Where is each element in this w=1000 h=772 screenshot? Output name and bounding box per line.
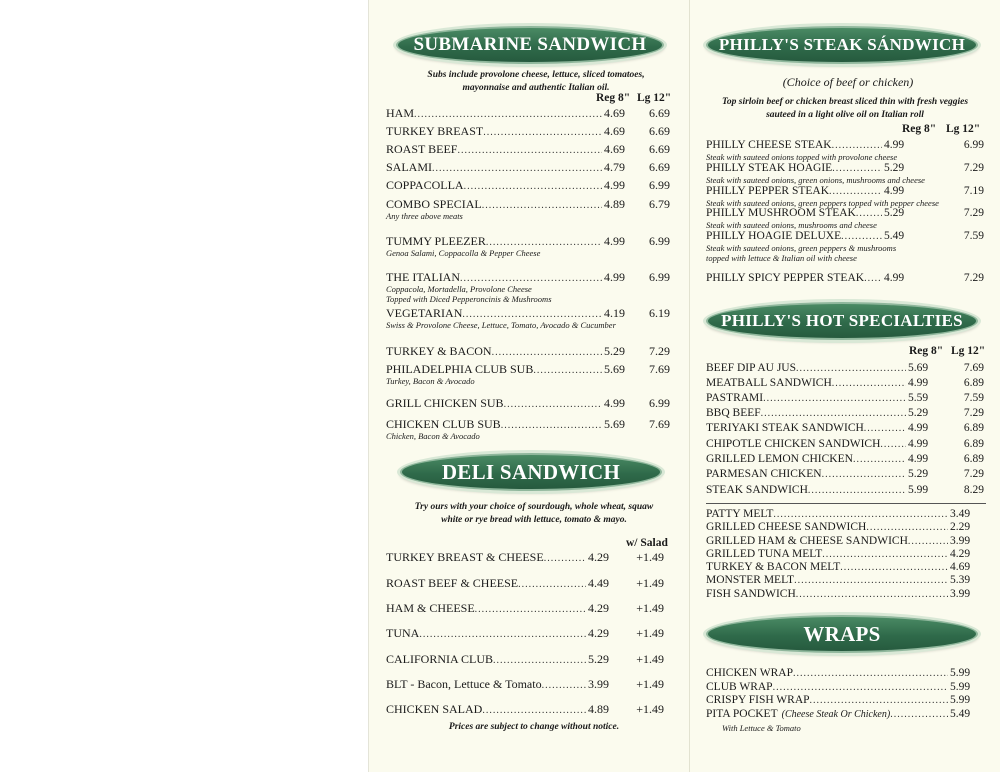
menu-item-description: topped with lettuce & Italian oil with cheese — [706, 253, 857, 263]
menu-item-price-reg: 5.69 — [604, 417, 625, 431]
menu-item-description: Steak with sauteed onions, green onions, mushrooms and cheese — [706, 175, 925, 185]
menu-item-price-price: 4.49 — [588, 576, 609, 590]
menu-item-price-price: 4.29 — [588, 550, 609, 564]
leader-dots — [822, 469, 906, 480]
menu-item-description: Steak with sauteed onions, green peppers & mushrooms — [706, 243, 897, 253]
menu-item-price-price: 4.89 — [588, 702, 609, 716]
philly-banner — [706, 26, 978, 64]
leader-dots — [832, 140, 882, 151]
menu-item-price-salad: +1.49 — [636, 702, 664, 716]
menu-item — [706, 708, 978, 724]
menu-item-price-lg: 7.19 — [963, 185, 984, 197]
menu-item-price-lg: 7.59 — [963, 392, 984, 404]
menu-item-name: CLUB WRAP — [706, 681, 773, 693]
menu-item-name: FISH SANDWICH — [706, 588, 796, 600]
menu-item-price-price: 5.29 — [588, 652, 609, 666]
menu-item-price-reg: 5.29 — [884, 207, 905, 219]
menu-item-price-lg: 6.89 — [963, 438, 984, 450]
philly-reg-header: Reg 8" — [902, 123, 937, 135]
menu-item — [386, 160, 670, 176]
menu-item-price-lg: 7.59 — [963, 230, 984, 242]
menu-item-name: CRISPY FISH WRAP — [706, 694, 810, 706]
menu-item — [706, 377, 984, 393]
submarine-title: SUBMARINE SANDWICH — [413, 34, 647, 55]
menu-item-name: TURKEY & BACON MELT — [706, 561, 841, 573]
wraps-title: WRAPS — [803, 621, 881, 646]
menu-item-name: PHILLY SPICY PEPPER STEAK — [706, 272, 865, 284]
menu-item-description: Topped with Diced Pepperoncinis & Mushrooms — [386, 294, 552, 304]
philly-note — [706, 96, 984, 122]
leader-dots — [796, 363, 906, 374]
wraps-footer: With Lettuce & Tomato — [722, 723, 801, 733]
menu-item-price-lg: 6.79 — [649, 197, 670, 211]
leader-dots — [908, 536, 948, 547]
leader-dots — [864, 423, 906, 434]
menu-item — [386, 106, 670, 122]
menu-item-name: MEATBALL SANDWICH — [706, 377, 832, 389]
menu-item-name: PITA POCKET — [706, 708, 778, 720]
menu-item — [386, 124, 670, 140]
menu-item-description: Swiss & Provolone Cheese, Lettuce, Tomato, Avocado & Cucumber — [386, 320, 616, 330]
menu-item-name: PHILADELPHIA CLUB SUB — [386, 362, 534, 376]
leader-dots — [890, 709, 948, 720]
menu-item-name: PHILLY PEPPER STEAK — [706, 185, 830, 197]
menu-item-price-lg: 7.29 — [963, 468, 984, 480]
menu-item-price-lg: 6.69 — [649, 142, 670, 156]
menu-item-name: TURKEY BREAST & CHEESE — [386, 550, 544, 564]
menu-item-name: CHICKEN CLUB SUB — [386, 417, 501, 431]
menu-item-name: GRILLED TUNA MELT — [706, 548, 823, 560]
leader-dots — [832, 378, 906, 389]
hot-divider — [706, 503, 986, 504]
leader-dots — [796, 589, 948, 600]
leader-dots — [542, 680, 586, 691]
philly-note-line2: sauteed in a light olive oil on Italian roll — [766, 110, 924, 120]
menu-item-price-lg: 7.69 — [649, 362, 670, 376]
menu-item-price-reg: 4.89 — [604, 197, 625, 211]
leader-dots — [832, 163, 882, 174]
deli-footer: Prices are subject to change without notice. — [448, 722, 620, 732]
menu-item-name: PASTRAMI — [706, 392, 764, 404]
menu-item-name: PHILLY HOAGIE DELUXE — [706, 230, 842, 242]
menu-item-name: PARMESAN CHICKEN — [706, 468, 822, 480]
menu-item-description: Chicken, Bacon & Avocado — [386, 431, 480, 441]
menu-item-price-reg: 4.69 — [604, 124, 625, 138]
menu-item-name: BEEF DIP AU JUS — [706, 362, 796, 374]
menu-item — [706, 362, 984, 378]
leader-dots — [840, 562, 948, 573]
leader-dots — [486, 237, 602, 248]
hot-reg-header: Reg 8" — [909, 345, 944, 357]
menu-item-extra: (Cheese Steak Or Chicken) — [781, 709, 891, 720]
menu-item-price-reg: 4.99 — [604, 178, 625, 192]
leader-dots — [853, 454, 906, 465]
menu-item-price-price: 5.99 — [950, 694, 971, 706]
leader-dots — [432, 163, 602, 174]
menu-item-price-lg: 6.99 — [649, 178, 670, 192]
menu-item-name: PHILLY CHEESE STEAK — [706, 139, 832, 151]
submarine-banner — [396, 26, 664, 64]
menu-item-price-lg: 6.99 — [649, 234, 670, 248]
menu-item-name: TURKEY BREAST — [386, 124, 484, 138]
leader-dots — [544, 553, 586, 564]
leader-dots — [880, 439, 906, 450]
menu-item-price-price: 3.99 — [950, 588, 971, 600]
menu-item-price-reg: 4.79 — [604, 160, 625, 174]
menu-item-price-lg: 6.69 — [649, 124, 670, 138]
leader-dots — [482, 200, 602, 211]
menu-item-name: COPPACOLLA — [386, 178, 464, 192]
menu-item-name: CHICKEN SALAD — [386, 702, 483, 716]
leader-dots — [460, 273, 602, 284]
menu-item-price-lg: 7.29 — [963, 407, 984, 419]
menu-item — [386, 576, 664, 592]
menu-item-description: Any three above meats — [386, 211, 463, 221]
menu-item — [706, 588, 978, 604]
menu-item-price-lg: 7.29 — [649, 344, 670, 358]
menu-item — [386, 626, 664, 642]
menu-item-price-reg: 4.99 — [604, 396, 625, 410]
menu-item-name: GRILL CHICKEN SUB — [386, 396, 504, 410]
menu-item-price-lg: 7.29 — [963, 272, 984, 284]
menu-item — [706, 407, 984, 423]
menu-item — [706, 438, 984, 454]
menu-item-price-price: 3.99 — [588, 677, 609, 691]
menu-item-price-reg: 5.49 — [884, 230, 905, 242]
menu-item-price-price: 3.99 — [950, 535, 971, 547]
menu-item — [386, 702, 664, 718]
menu-item-name: THE ITALIAN — [386, 270, 461, 284]
submarine-note-line2: mayonnaise and authentic Italian oil. — [462, 83, 610, 93]
menu-item-price-price: 5.39 — [950, 574, 971, 586]
deli-banner — [400, 453, 662, 491]
menu-item-name: ROAST BEEF & CHEESE — [386, 576, 519, 590]
leader-dots — [462, 309, 602, 320]
menu-item — [706, 453, 984, 469]
menu-item-price-reg: 4.99 — [604, 234, 625, 248]
menu-item-price-price: 5.99 — [950, 681, 971, 693]
menu-item-price-price: 4.29 — [588, 626, 609, 640]
leader-dots — [822, 549, 948, 560]
menu-item-price-reg: 5.29 — [604, 344, 625, 358]
submarine-note-line1: Subs include provolone cheese, lettuce, sliced tomatoes, — [427, 70, 645, 80]
menu-item-price-reg: 5.29 — [884, 162, 905, 174]
leader-dots — [464, 181, 602, 192]
leader-dots — [483, 127, 602, 138]
leader-dots — [533, 365, 602, 376]
philly-lg-header: Lg 12" — [946, 123, 981, 135]
menu-item-description: Turkey, Bacon & Avocado — [386, 376, 475, 386]
menu-item-name: GRILLED CHEESE SANDWICH — [706, 521, 867, 533]
leader-dots — [501, 420, 602, 431]
menu-item-price-lg: 8.29 — [963, 484, 984, 496]
deli-note-line1: Try ours with your choice of sourdough, whole wheat, squaw — [414, 502, 654, 512]
menu-item-price-reg: 5.29 — [908, 407, 929, 419]
menu-item-price-price: 4.69 — [950, 561, 971, 573]
menu-item-price-reg: 4.19 — [604, 306, 625, 320]
menu-item-price-lg: 6.99 — [649, 396, 670, 410]
menu-item-description: Steak with sauteed onions, green peppers topped with pepper cheese — [706, 198, 939, 208]
leader-dots — [457, 145, 602, 156]
menu-item — [386, 601, 664, 617]
menu-item-price-reg: 4.99 — [884, 272, 905, 284]
menu-item-price-lg: 6.99 — [649, 270, 670, 284]
leader-dots — [810, 695, 948, 706]
fold-line — [689, 0, 690, 772]
leader-dots — [808, 485, 906, 496]
menu-item-price-lg: 7.29 — [963, 207, 984, 219]
menu-item-price-lg: 6.19 — [649, 306, 670, 320]
menu-item-price-reg: 5.69 — [908, 362, 929, 374]
menu-item-name: BBQ BEEF — [706, 407, 761, 419]
menu-item-description: Steak with sauteed onions, mushrooms and cheese — [706, 220, 877, 230]
menu-item — [386, 396, 670, 412]
submarine-reg-header: Reg 8" — [596, 92, 631, 104]
hot-banner — [706, 302, 978, 340]
leader-dots — [482, 705, 586, 716]
menu-item-price-reg: 4.99 — [908, 422, 929, 434]
menu-item-name: CHICKEN WRAP — [706, 667, 794, 679]
hot-lg-header: Lg 12" — [951, 345, 986, 357]
leader-dots — [475, 604, 586, 615]
menu-item-price-lg: 7.69 — [649, 417, 670, 431]
leader-dots — [793, 668, 948, 679]
menu-item — [706, 422, 984, 438]
leader-dots — [414, 109, 602, 120]
menu-item-price-lg: 6.89 — [963, 453, 984, 465]
menu-item-description: Genoa Salami, Coppacolla & Pepper Cheese — [386, 248, 541, 258]
philly-note-line1: Top sirloin beef or chicken breast sliced thin with fresh veggies — [721, 97, 969, 107]
menu-item-price-price: 2.29 — [950, 521, 971, 533]
menu-item-price-reg: 5.29 — [908, 468, 929, 480]
menu-item — [706, 272, 984, 288]
menu-item-price-reg: 5.69 — [604, 362, 625, 376]
menu-item — [386, 677, 664, 693]
menu-item-price-reg: 4.99 — [884, 185, 905, 197]
leader-dots — [419, 629, 586, 640]
menu-item-name: CHIPOTLE CHICKEN SANDWICH — [706, 438, 881, 450]
menu-item-name: HAM & CHEESE — [386, 601, 475, 615]
menu-item-price-price: 4.29 — [950, 548, 971, 560]
menu-item-price-salad: +1.49 — [636, 677, 664, 691]
leader-dots — [773, 509, 948, 520]
menu-item-price-reg: 4.69 — [604, 142, 625, 156]
menu-item-price-reg: 4.99 — [908, 377, 929, 389]
menu-item-name: BLT - Bacon, Lettuce & Tomato — [386, 677, 542, 691]
deli-title: DELI SANDWICH — [441, 459, 621, 484]
leader-dots — [794, 575, 948, 586]
menu-item-description: Coppacola, Mortadella, Provolone Cheese — [386, 284, 532, 294]
leader-dots — [841, 231, 882, 242]
philly-subtitle: (Choice of beef or chicken) — [782, 75, 914, 89]
menu-item — [386, 550, 664, 566]
menu-item — [706, 392, 984, 408]
leader-dots — [864, 273, 882, 284]
menu-item-price-price: 3.49 — [950, 508, 971, 520]
menu-item-price-salad: +1.49 — [636, 550, 664, 564]
leader-dots — [493, 655, 586, 666]
menu-item-price-salad: +1.49 — [636, 652, 664, 666]
menu-item-price-salad: +1.49 — [636, 626, 664, 640]
menu-item-price-reg: 4.99 — [908, 438, 929, 450]
menu-item-price-lg: 7.69 — [963, 362, 984, 374]
menu-item-price-lg: 6.99 — [963, 139, 984, 151]
deli-salad-header: w/ Salad — [626, 537, 668, 549]
menu-item-price-price: 5.99 — [950, 667, 971, 679]
leader-dots — [856, 208, 882, 219]
deli-note-line2: white or rye bread with lettuce, tomato & mayo. — [441, 515, 627, 525]
leader-dots — [761, 408, 906, 419]
menu-item-price-lg: 6.89 — [963, 422, 984, 434]
philly-title: PHILLY'S STEAK SÁNDWICH — [718, 35, 966, 54]
wraps-banner — [706, 615, 978, 653]
menu-item-name: GRILLED LEMON CHICKEN — [706, 453, 853, 465]
menu-item-name: MONSTER MELT — [706, 574, 795, 586]
leader-dots — [518, 579, 586, 590]
menu-item-name: TURKEY & BACON — [386, 344, 492, 358]
menu-item — [386, 652, 664, 668]
leader-dots — [829, 186, 882, 197]
menu-item — [706, 484, 984, 500]
menu-item-price-price: 4.29 — [588, 601, 609, 615]
menu-item-name: VEGETARIAN — [386, 306, 463, 320]
menu-item-name: PATTY MELT — [706, 508, 774, 520]
menu-item-price-lg: 7.29 — [963, 162, 984, 174]
hot-title: PHILLY'S HOT SPECIALTIES — [721, 311, 963, 330]
submarine-lg-header: Lg 12" — [637, 92, 672, 104]
menu-item-name: STEAK SANDWICH — [706, 484, 808, 496]
deli-note — [386, 501, 682, 527]
menu-item-name: TUNA — [386, 626, 420, 640]
menu-item-description: Steak with sauteed onions topped with provolone cheese — [706, 152, 898, 162]
menu-item-price-lg: 6.69 — [649, 160, 670, 174]
menu-item-name: COMBO SPECIAL — [386, 197, 482, 211]
menu-item — [386, 178, 670, 194]
leader-dots — [492, 347, 602, 358]
menu-item-name: PHILLY STEAK HOAGIE — [706, 162, 833, 174]
menu-item-price-salad: +1.49 — [636, 601, 664, 615]
menu-item-name: GRILLED HAM & CHEESE SANDWICH — [706, 535, 908, 547]
menu-item-price-reg: 4.99 — [908, 453, 929, 465]
menu-item-name: TERIYAKI STEAK SANDWICH — [706, 422, 864, 434]
menu-item-price-lg: 6.69 — [649, 106, 670, 120]
leader-dots — [866, 522, 948, 533]
menu-item-name: ROAST BEEF — [386, 142, 458, 156]
menu-item-price-price: 5.49 — [950, 708, 971, 720]
menu-item-name: CALIFORNIA CLUB — [386, 652, 494, 666]
menu-item-price-lg: 6.89 — [963, 377, 984, 389]
menu-item-price-reg: 4.99 — [604, 270, 625, 284]
menu-item-price-reg: 4.69 — [604, 106, 625, 120]
menu-item — [386, 344, 670, 360]
menu-item-name: TUMMY PLEEZER — [386, 234, 486, 248]
menu-item — [706, 468, 984, 484]
leader-dots — [504, 399, 602, 410]
menu-item-name: HAM — [386, 106, 415, 120]
menu-item-price-reg: 5.59 — [908, 392, 929, 404]
menu-item — [386, 142, 670, 158]
leader-dots — [763, 393, 906, 404]
menu-item-price-salad: +1.49 — [636, 576, 664, 590]
menu-item-price-reg: 5.99 — [908, 484, 929, 496]
menu-item-price-reg: 4.99 — [884, 139, 905, 151]
leader-dots — [773, 682, 948, 693]
menu-item-name: PHILLY MUSHROOM STEAK — [706, 207, 856, 219]
menu-item-name: SALAMI — [386, 160, 433, 174]
